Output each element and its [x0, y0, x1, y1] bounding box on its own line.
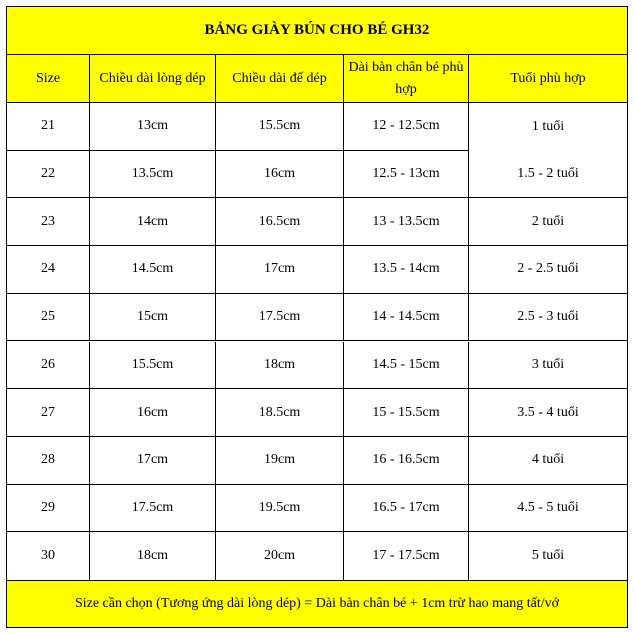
table-row [7, 294, 469, 342]
cell-insole-length: 18cm [90, 532, 216, 580]
cell-foot-length: 15 - 15.5cm [344, 389, 469, 436]
cell-size: 21 [7, 103, 90, 150]
cell-insole-length: 14.5cm [90, 246, 216, 293]
cell-sole-length: 17cm [216, 246, 344, 293]
table-row [7, 103, 469, 151]
cell-insole-length: 14cm [90, 198, 216, 245]
cell-insole-length: 17.5cm [90, 485, 216, 532]
table-row [7, 437, 469, 485]
cell-foot-length: 14.5 - 15cm [344, 342, 469, 389]
header-row [7, 55, 627, 103]
cell-sole-length: 19.5cm [216, 485, 344, 532]
cell-age: 1.5 - 2 tuổi [469, 151, 627, 199]
cell-size: 28 [7, 437, 90, 484]
cell-age: 1 tuổi [531, 118, 565, 134]
table-row [7, 198, 469, 246]
table-row [7, 485, 469, 533]
cell-size: 25 [7, 294, 90, 341]
table-title: BẢNG GIÀY BÚN CHO BÉ GH32 [7, 7, 627, 55]
cell-size: 30 [7, 532, 90, 580]
cell-insole-length: 15.5cm [90, 342, 216, 389]
cell-insole-length: 15cm [90, 294, 216, 341]
cell-foot-length: 14 - 14.5cm [344, 294, 469, 341]
cell-age: 4 tuổi [469, 437, 627, 485]
table-row [7, 342, 469, 390]
cell-foot-length: 12 - 12.5cm [344, 103, 469, 150]
cell-size: 29 [7, 485, 90, 532]
cell-foot-length: 16.5 - 17cm [344, 485, 469, 532]
cell-size: 26 [7, 342, 90, 389]
cell-age: 4.5 - 5 tuổi [469, 485, 627, 533]
cell-foot-length: 13 - 13.5cm [344, 198, 469, 245]
cell-size: 27 [7, 389, 90, 436]
cell-sole-length: 18cm [216, 342, 344, 389]
cell-size: 24 [7, 246, 90, 293]
cell-insole-length: 13.5cm [90, 151, 216, 198]
cell-sole-length: 16.5cm [216, 198, 344, 245]
cell-age: 2.5 - 3 tuổi [469, 294, 627, 342]
cell-size: 23 [7, 198, 90, 245]
cell-age: 5 tuổi [531, 548, 565, 564]
cell-size: 22 [7, 151, 90, 198]
table-row [7, 246, 469, 294]
cell-sole-length: 19cm [216, 437, 344, 484]
cell-foot-length: 16 - 16.5cm [344, 437, 469, 484]
cell-insole-length: 16cm [90, 389, 216, 436]
cell-foot-length: 17 - 17.5cm [344, 532, 469, 580]
cell-sole-length: 18.5cm [216, 389, 344, 436]
header-age: Tuổi phù hợp [510, 70, 586, 86]
cell-insole-length: 17cm [90, 437, 216, 484]
cell-foot-length: 12.5 - 13cm [344, 151, 469, 198]
header-foot-length: Dài bàn chân bé phù hợp [344, 55, 469, 102]
table-body [7, 103, 627, 580]
cell-insole-length: 13cm [90, 103, 216, 150]
cell-age: 2 - 2.5 tuổi [469, 246, 627, 294]
cell-foot-length: 13.5 - 14cm [344, 246, 469, 293]
header-sole-length: Chiều dài đế dép [216, 55, 344, 102]
table-row [7, 532, 469, 580]
cell-sole-length: 20cm [216, 532, 344, 580]
header-size: Size [7, 55, 90, 102]
table-footer-note: Size cần chọn (Tương ứng dài lòng dép) = Dài bàn chân bé + 1cm trừ hao mang tất/vớ [7, 580, 627, 627]
cell-sole-length: 15.5cm [216, 103, 344, 150]
cell-age: 3 tuổi [469, 342, 627, 390]
header-insole-length: Chiều dài lòng dép [90, 55, 216, 102]
cell-sole-length: 16cm [216, 151, 344, 198]
table-row [7, 389, 469, 437]
size-chart-table [6, 6, 628, 628]
cell-sole-length: 17.5cm [216, 294, 344, 341]
cell-age: 2 tuổi [469, 198, 627, 246]
table-row [7, 151, 469, 199]
cell-age: 3.5 - 4 tuổi [469, 389, 627, 437]
